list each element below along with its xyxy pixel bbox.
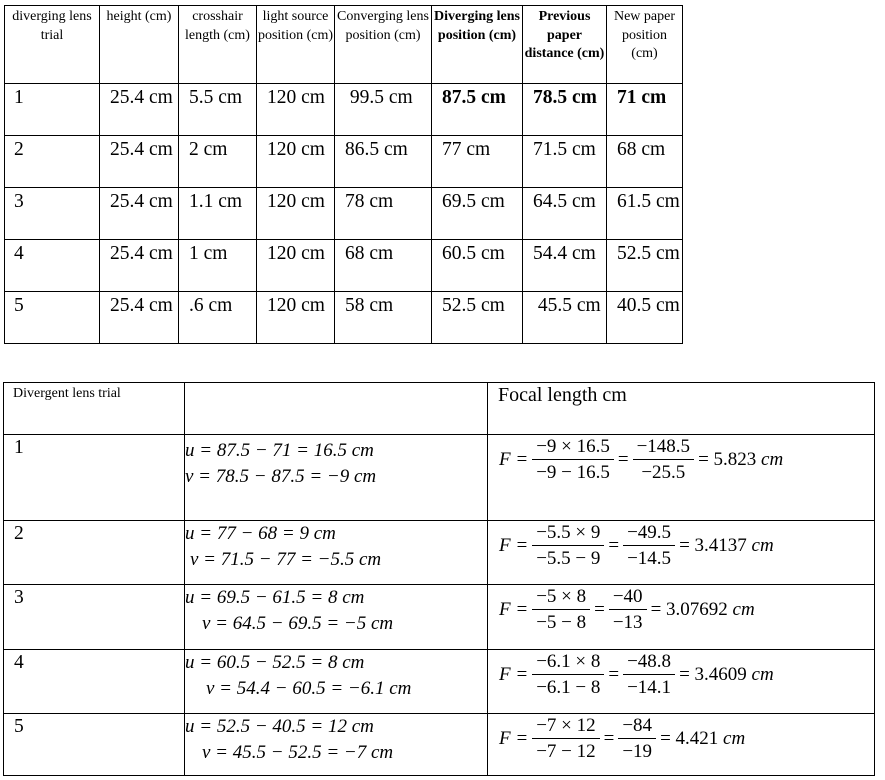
- header-trial: diverging lens trial: [5, 6, 100, 84]
- u-equation: u = 77 − 68 = 9 cm: [185, 523, 336, 544]
- result-value: = 3.07692: [650, 598, 728, 620]
- result-unit: cm: [751, 663, 774, 685]
- cell: 120 cm: [257, 136, 335, 188]
- cell: 71 cm: [607, 84, 683, 136]
- u-equation: u = 52.5 − 40.5 = 12 cm: [185, 716, 374, 737]
- v-equation: v = 54.4 − 60.5 = −6.1 cm: [206, 678, 412, 699]
- numerator: −5.5 × 9: [532, 521, 604, 546]
- cell: 5.5 cm: [179, 84, 257, 136]
- fraction-simplified: [623, 650, 675, 699]
- cell: 25.4 cm: [100, 188, 179, 240]
- trial-number: 1: [4, 435, 185, 521]
- cell: 40.5 cm: [607, 292, 683, 344]
- numerator: −7 × 12: [532, 714, 599, 739]
- focal-length-calc: F = $\frac{-5.5 \times 9}{-5.5 - 9}$ = $\frac{-49.5}{-14.5}$ = 3.4137 cm: [488, 521, 875, 585]
- uv-equations: [185, 650, 488, 714]
- table-header-row: [4, 383, 875, 435]
- uv-equations: [185, 435, 488, 521]
- u-equation: u = 87.5 − 71 = 16.5 cm: [185, 440, 374, 461]
- u-equation: u = 69.5 − 61.5 = 8 cm: [185, 587, 365, 608]
- uv-equations: [185, 585, 488, 650]
- v-equation: v = 45.5 − 52.5 = −7 cm: [202, 742, 394, 763]
- header-crosshair-length: crosshair length (cm): [179, 6, 257, 84]
- f-label: F =: [499, 448, 529, 470]
- fraction-simplified: [633, 435, 694, 484]
- header-diverging-lens-position: Diverging lens position (cm): [432, 6, 523, 84]
- result-value: = 5.823: [698, 448, 757, 470]
- fraction-product: [532, 585, 590, 634]
- fraction-product: [532, 714, 599, 763]
- cell: 120 cm: [257, 188, 335, 240]
- focal-length-calc: F = $\frac{-5 \times 8}{-5 - 8}$ = $\frac{-40}{-13}$ = 3.07692 cm: [488, 585, 875, 650]
- fraction-product: [532, 435, 614, 484]
- result-unit: cm: [751, 534, 774, 556]
- trial-number: 3: [4, 585, 185, 650]
- cell: 60.5 cm: [432, 240, 523, 292]
- cell: .6 cm: [179, 292, 257, 344]
- table-row: [4, 714, 875, 776]
- cell: 4: [5, 240, 100, 292]
- focal-length-calc: F = $\frac{-9 \times 16.5}{-9 - 16.5}$ = $\frac{-148.5}{-25.5}$ = 5.823 cm: [488, 435, 875, 521]
- numerator: −48.8: [623, 650, 675, 675]
- table-row: [5, 136, 683, 188]
- cell: 86.5 cm: [335, 136, 432, 188]
- numerator: −148.5: [633, 435, 694, 460]
- cell: 5: [5, 292, 100, 344]
- denominator: −5.5 − 9: [536, 548, 601, 569]
- cell: 25.4 cm: [100, 84, 179, 136]
- result-value: = 4.421: [660, 727, 719, 749]
- numerator: −84: [618, 714, 656, 739]
- cell: 2 cm: [179, 136, 257, 188]
- cell: 77 cm: [432, 136, 523, 188]
- cell: 68 cm: [335, 240, 432, 292]
- header-height: height (cm): [100, 6, 179, 84]
- fraction-simplified: [618, 714, 656, 763]
- cell: 58 cm: [335, 292, 432, 344]
- denominator: −13: [612, 612, 643, 633]
- header-previous-paper-distance: Previous paper distance (cm): [523, 6, 607, 84]
- trial-number: 5: [4, 714, 185, 776]
- cell: 120 cm: [257, 84, 335, 136]
- table-row: [5, 292, 683, 344]
- fraction-simplified: [609, 585, 647, 634]
- table-row: [4, 650, 875, 714]
- cell: 87.5 cm: [432, 84, 523, 136]
- cell: 2: [5, 136, 100, 188]
- v-equation: v = 78.5 − 87.5 = −9 cm: [185, 466, 377, 487]
- header-light-source-position: light source position (cm): [257, 6, 335, 84]
- denominator: −14.1: [627, 677, 672, 698]
- cell: 78 cm: [335, 188, 432, 240]
- numerator: −9 × 16.5: [532, 435, 614, 460]
- denominator: −6.1 − 8: [536, 677, 601, 698]
- v-equation: v = 64.5 − 69.5 = −5 cm: [202, 613, 394, 634]
- cell: 68 cm: [607, 136, 683, 188]
- denominator: −5 − 8: [536, 612, 587, 633]
- numerator: −5 × 8: [532, 585, 590, 610]
- cell: 3: [5, 188, 100, 240]
- cell: 120 cm: [257, 292, 335, 344]
- uv-equations: [185, 521, 488, 585]
- f-label: F =: [499, 534, 529, 556]
- denominator: −25.5: [641, 462, 686, 483]
- cell: 78.5 cm: [523, 84, 607, 136]
- cell: 99.5 cm: [335, 84, 432, 136]
- u-equation: u = 60.5 − 52.5 = 8 cm: [185, 652, 365, 673]
- fraction-product: [532, 521, 604, 570]
- result-value: = 3.4137: [679, 534, 747, 556]
- result-unit: cm: [732, 598, 755, 620]
- table-row: [4, 585, 875, 650]
- cell: 71.5 cm: [523, 136, 607, 188]
- fraction-simplified: [623, 521, 675, 570]
- numerator: −49.5: [623, 521, 675, 546]
- denominator: −9 − 16.5: [536, 462, 610, 483]
- f-label: F =: [499, 598, 529, 620]
- table-row: [4, 435, 875, 521]
- table-row: [4, 521, 875, 585]
- trial-number: 2: [4, 521, 185, 585]
- cell: 64.5 cm: [523, 188, 607, 240]
- header-new-paper-position: New paper position (cm): [607, 6, 683, 84]
- focal-length-calc: F = $\frac{-7 \times 12}{-7 - 12}$ = $\frac{-84}{-19}$ = 4.421 cm: [488, 714, 875, 776]
- lens-measurements-table: [4, 5, 683, 344]
- cell: 45.5 cm: [523, 292, 607, 344]
- trial-number: 4: [4, 650, 185, 714]
- f-label: F =: [499, 663, 529, 685]
- cell: 69.5 cm: [432, 188, 523, 240]
- v-equation: v = 71.5 − 77 = −5.5 cm: [190, 549, 382, 570]
- table-row: [5, 84, 683, 136]
- table-header-row: [5, 6, 683, 84]
- numerator: −40: [609, 585, 647, 610]
- numerator: −6.1 × 8: [532, 650, 604, 675]
- result-value: = 3.4609: [679, 663, 747, 685]
- cell: 25.4 cm: [100, 240, 179, 292]
- cell: 52.5 cm: [432, 292, 523, 344]
- cell: 120 cm: [257, 240, 335, 292]
- cell: 1 cm: [179, 240, 257, 292]
- cell: 25.4 cm: [100, 292, 179, 344]
- cell: 25.4 cm: [100, 136, 179, 188]
- cell: 1: [5, 84, 100, 136]
- header-converging-lens-position: Converging lens position (cm): [335, 6, 432, 84]
- focal-length-calc: F = $\frac{-6.1 \times 8}{-6.1 - 8}$ = $\frac{-48.8}{-14.1}$ = 3.4609 cm: [488, 650, 875, 714]
- table-row: [5, 240, 683, 292]
- result-unit: cm: [723, 727, 746, 749]
- header-blank: [185, 383, 488, 435]
- result-unit: cm: [761, 448, 784, 470]
- focal-length-table: [3, 382, 875, 776]
- cell: 52.5 cm: [607, 240, 683, 292]
- uv-equations: [185, 714, 488, 776]
- denominator: −14.5: [627, 548, 672, 569]
- table-row: [5, 188, 683, 240]
- f-label: F =: [499, 727, 529, 749]
- header-focal-length: Focal length cm: [488, 383, 875, 435]
- cell: 54.4 cm: [523, 240, 607, 292]
- denominator: −19: [622, 741, 653, 762]
- cell: 1.1 cm: [179, 188, 257, 240]
- fraction-product: [532, 650, 604, 699]
- cell: 61.5 cm: [607, 188, 683, 240]
- denominator: −7 − 12: [536, 741, 596, 762]
- header-divergent-lens-trial: Divergent lens trial: [4, 383, 185, 435]
